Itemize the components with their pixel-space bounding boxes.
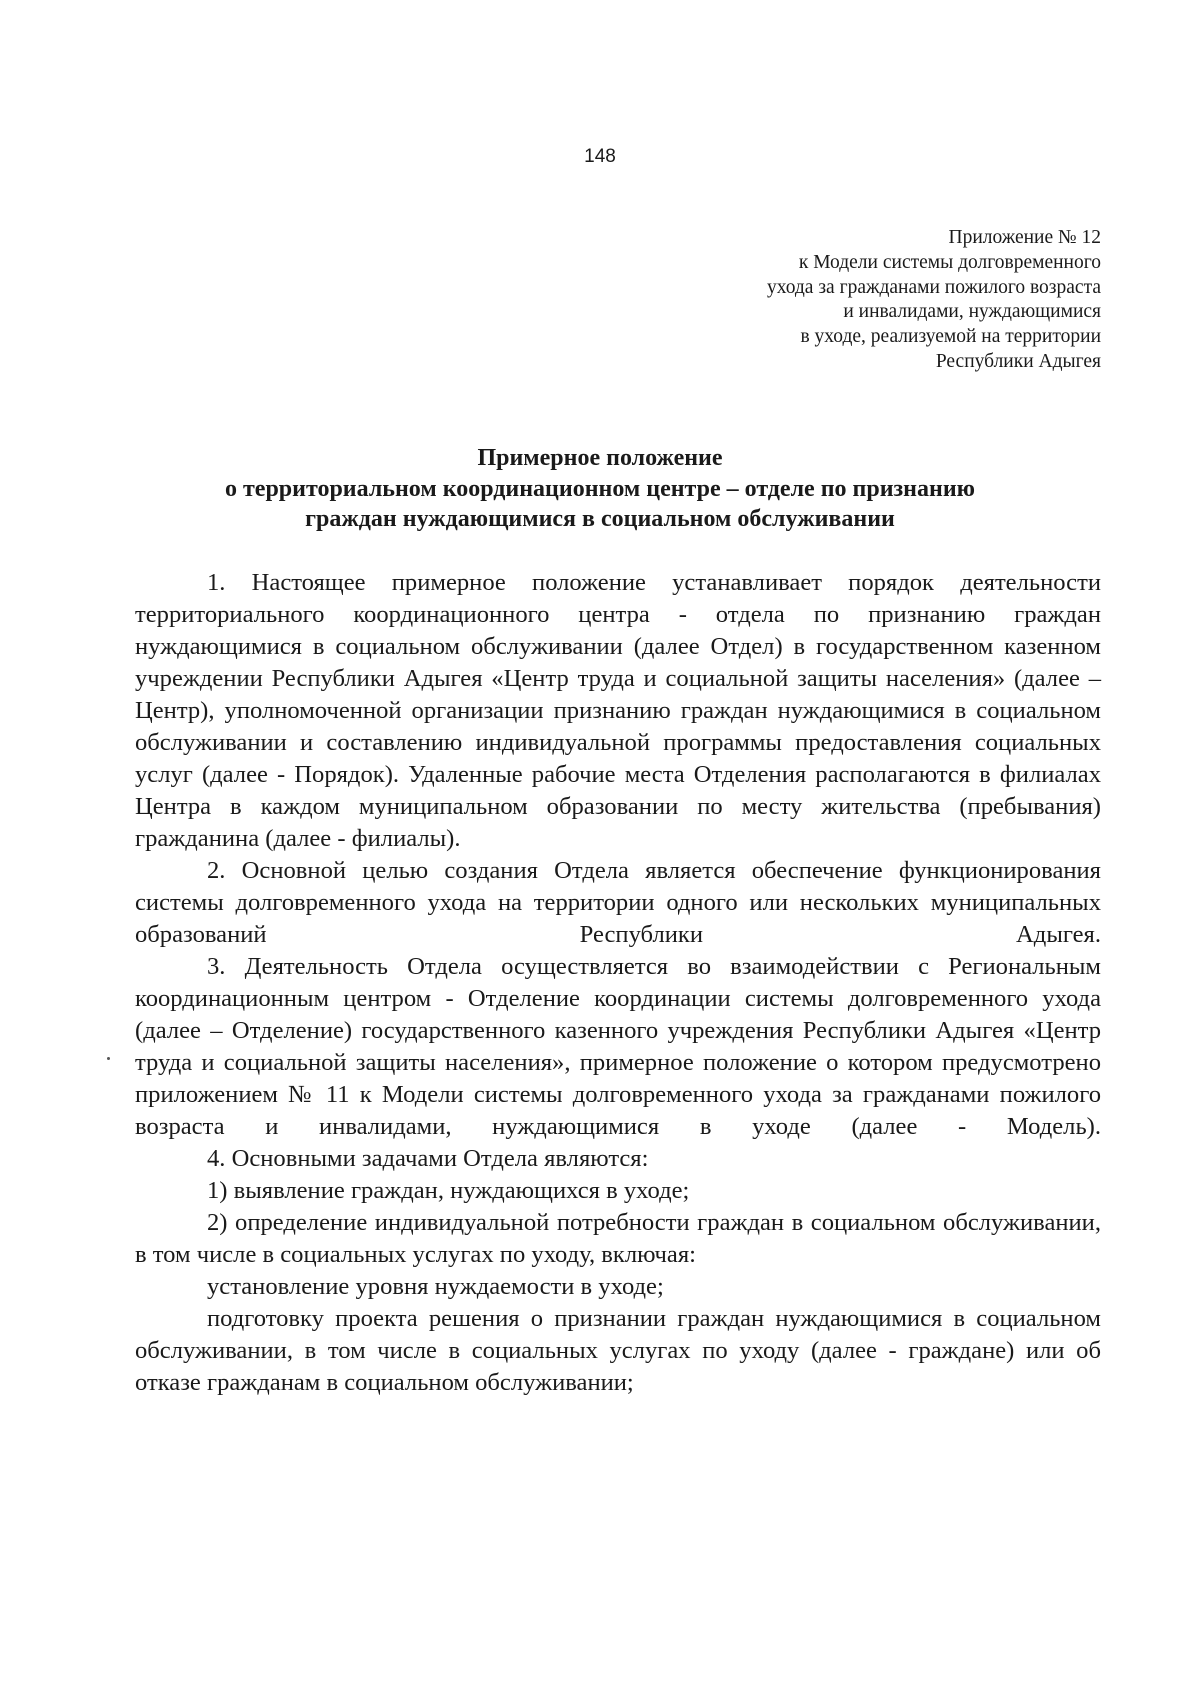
appendix-line: к Модели системы долговременного <box>798 251 1101 273</box>
document-body <box>135 567 1101 1399</box>
appendix-line: в уходе, реализуемой на территории <box>800 326 1101 348</box>
scan-speck <box>107 1057 110 1060</box>
paragraph-2: 2. Основной целью создания Отдела является обеспечение функционирования системы долговременного ухода на территории одного или нескольких муниципальных образований Республики Адыгея. <box>135 857 1101 948</box>
title-line: граждан нуждающимися в социальном обслуживании <box>305 506 895 532</box>
paragraph-3: 3. Деятельность Отдела осуществляется во взаимодействии с Региональным координационным центром - Отделение координации системы долговременного ухода (далее – Отделение) государственного казенного учреждения Республики Адыгея «Центр труда и социальной защиты населения», примерное положение о котором предусмотрено приложением № 11 к Модели системы долговременного ухода за гражданами пожилого возраста и инвалидами, нуждающимися в уходе (далее - Модель). <box>135 953 1101 1140</box>
appendix-line: Республики Адыгея <box>935 350 1101 372</box>
list-item-2: 2) определение индивидуальной потребности граждан в социальном обслуживании, в том числе в социальных услугах по уходу, включая: <box>135 1209 1101 1268</box>
document-title <box>0 443 1200 535</box>
appendix-line: и инвалидами, нуждающимися <box>843 301 1101 323</box>
appendix-line: ухода за гражданами пожилого возраста <box>766 276 1101 298</box>
title-line: Примерное положение <box>477 445 723 471</box>
list-item-1: 1) выявление граждан, нуждающихся в уходе; <box>207 1177 690 1204</box>
page-number: 148 <box>584 146 616 167</box>
sub-item-2: подготовку проекта решения о признании граждан нуждающимися в социальном обслуживании, в том числе в социальных услугах по уходу (далее - граждане) или об отказе гражданам в социальном обслуживании; <box>135 1305 1101 1396</box>
sub-item-1: установление уровня нуждаемости в уходе; <box>207 1273 664 1300</box>
appendix-line: Приложение № 12 <box>948 227 1101 248</box>
paragraph-4: 4. Основными задачами Отдела являются: <box>207 1145 649 1172</box>
appendix-reference <box>601 226 1101 375</box>
paragraph-1: 1. Настоящее примерное положение устанавливает порядок деятельности территориального координационного центра - отдела по признанию граждан нуждающимися в социальном обслуживании (далее Отдел) в государственном казенном учреждении Республики Адыгея «Центр труда и социальной защиты населения» (далее – Центр), уполномоченной организации признанию граждан нуждающимися в социальном обслуживании и составлению индивидуальной программы предоставления социальных услуг (далее - Порядок). Удаленные рабочие места Отделения располагаются в филиалах Центра в каждом муниципальном образовании по месту жительства (пребывания) гражданина (далее - филиалы). <box>135 569 1101 852</box>
title-line: о территориальном координационном центре – отделе по признанию <box>225 475 975 502</box>
